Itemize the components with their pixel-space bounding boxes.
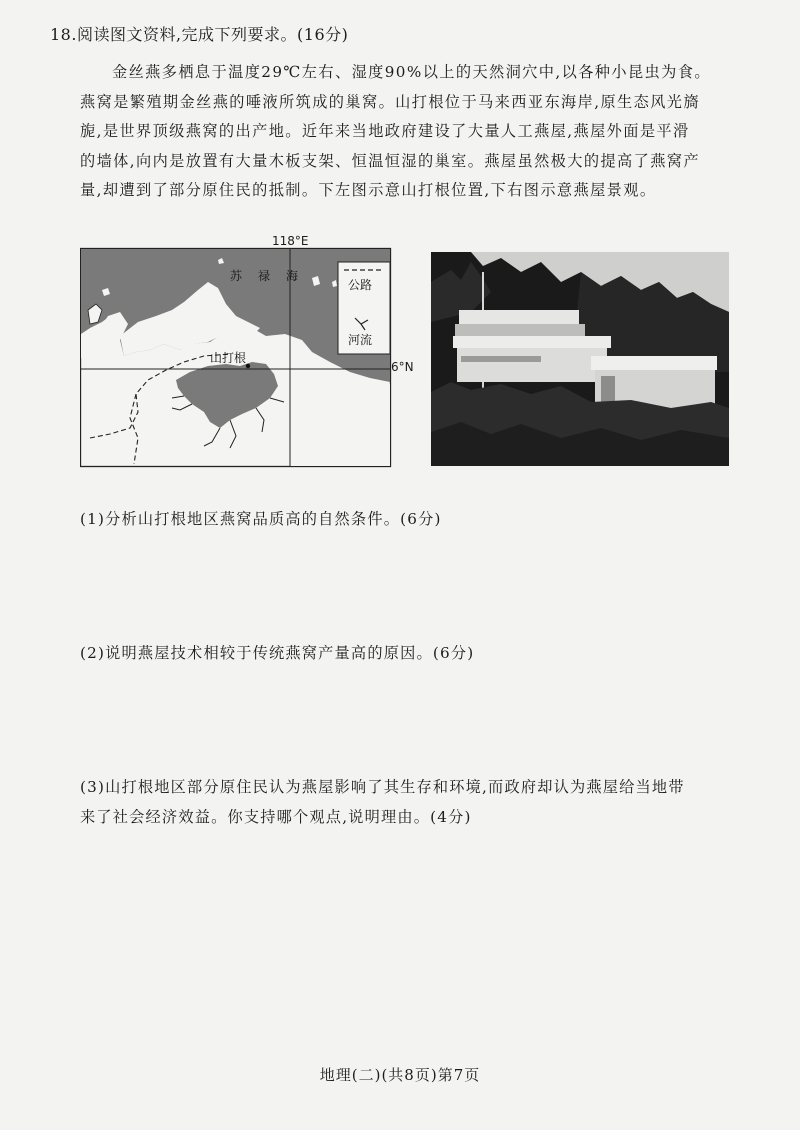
- passage-line: 量,却遭到了部分原住民的抵制。下左图示意山打根位置,下右图示意燕屋景观。: [80, 181, 657, 200]
- subquestion-1: [80, 504, 442, 534]
- subquestion-line: (1)分析山打根地区燕窝品质高的自然条件。(6分): [80, 510, 442, 528]
- legend-river-label: 河流: [348, 333, 373, 347]
- photo-svg: [431, 252, 729, 466]
- subquestion-line: 来了社会经济效益。你支持哪个观点,说明理由。(4分): [80, 808, 472, 826]
- passage-line: 旎,是世界顶级燕窝的出产地。近年来当地政府建设了大量人工燕屋,燕屋外面是平滑: [80, 122, 690, 141]
- city-dot: [246, 364, 250, 368]
- subquestion-2: [80, 638, 474, 668]
- subquestion-3: [80, 772, 685, 832]
- page-footer: 地理(二)(共8页)第7页: [319, 1066, 481, 1084]
- latitude-label: 6°N: [391, 360, 414, 374]
- location-map: [80, 232, 420, 468]
- passage-line: 燕窝是繁殖期金丝燕的唾液所筑成的巢窝。山打根位于马来西亚东海岸,原生态风光旖: [80, 92, 700, 111]
- longitude-label: 118°E: [272, 234, 309, 248]
- passage: [80, 58, 770, 206]
- city-label: 山打根: [210, 351, 247, 365]
- legend-road-label: 公路: [348, 278, 373, 292]
- passage-line: 的墙体,向内是放置有大量木板支架、恒温恒湿的巢室。燕屋虽然极大的提高了燕窝产: [80, 151, 700, 170]
- sea-label: 苏禄海: [230, 269, 315, 283]
- map-svg: [80, 232, 420, 468]
- question-title: 18.阅读图文资料,完成下列要求。(16分): [50, 25, 349, 44]
- subquestion-line: (2)说明燕屋技术相较于传统燕窝产量高的原因。(6分): [80, 644, 475, 662]
- subquestion-line: (3)山打根地区部分原住民认为燕屋影响了其生存和环境,而政府却认为燕屋给当地带: [80, 778, 685, 796]
- swiftlet-house-photo: [431, 252, 729, 466]
- passage-line: 金丝燕多栖息于温度29℃左右、湿度90%以上的天然洞穴中,以各种小昆虫为食。: [112, 63, 711, 81]
